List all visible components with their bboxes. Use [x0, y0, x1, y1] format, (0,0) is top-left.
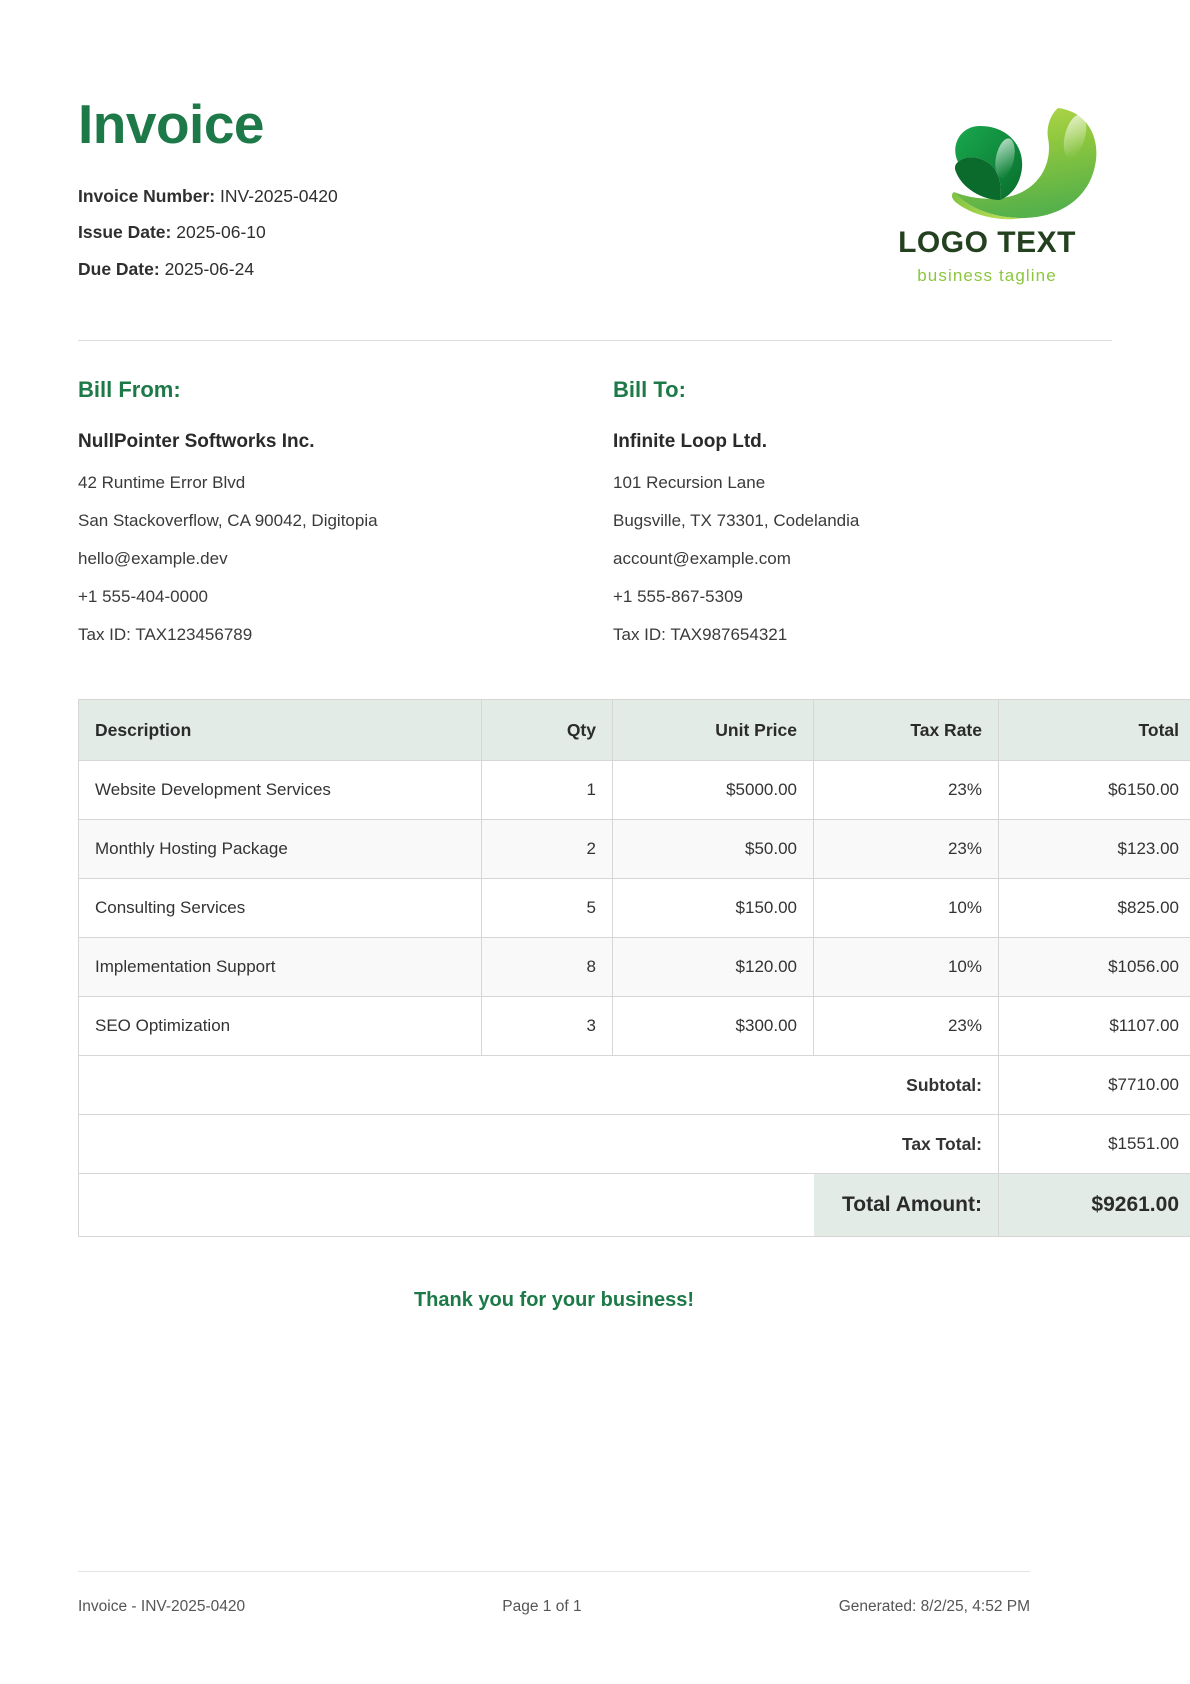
cell-description: SEO Optimization — [79, 997, 482, 1056]
cell-description: Monthly Hosting Package — [79, 820, 482, 879]
cell-unit-price: $5000.00 — [613, 761, 814, 820]
table-row — [79, 761, 1190, 820]
cell-unit-price: $50.00 — [613, 820, 814, 879]
tax-total-row — [79, 1115, 1190, 1174]
company-logo — [862, 92, 1112, 284]
invoice-number-row — [78, 185, 338, 206]
cell-total: $6150.00 — [999, 761, 1190, 820]
table-header — [79, 700, 1190, 761]
cell-unit-price: $120.00 — [613, 938, 814, 997]
cell-description: Implementation Support — [79, 938, 482, 997]
bill-to-tax-id: Tax ID: TAX987654321 — [613, 625, 788, 645]
table-row — [79, 820, 1190, 879]
cell-qty: 1 — [482, 761, 613, 820]
invoice-header — [78, 78, 1112, 297]
subtotal-row — [79, 1056, 1190, 1115]
issue-date-row — [78, 224, 338, 242]
bill-to-heading: Bill To: — [613, 377, 686, 403]
cell-qty: 5 — [482, 879, 613, 938]
subtotal-spacer — [79, 1056, 814, 1115]
bill-from-address-1: 42 Runtime Error Blvd — [78, 473, 246, 493]
due-date-value: 2025-06-24 — [164, 258, 255, 279]
grand-total-row — [79, 1174, 1190, 1237]
due-date-row — [78, 258, 338, 279]
cell-total: $825.00 — [999, 879, 1190, 938]
column-header-tax-rate: Tax Rate — [814, 700, 999, 761]
footer-invoice-id: Invoice - INV-2025-0420 — [78, 1598, 246, 1615]
bill-from-phone: +1 555-404-0000 — [78, 587, 208, 607]
issue-date-value: 2025-06-10 — [176, 222, 266, 243]
thank-you-message: Thank you for your business! — [413, 1289, 695, 1312]
bill-to-address-2: Bugsville, TX 73301, Codelandia — [613, 511, 860, 531]
column-header-description: Description — [79, 700, 482, 761]
table-row — [79, 997, 1190, 1056]
cell-qty: 8 — [482, 938, 613, 997]
bill-from-block — [78, 379, 595, 664]
parties-section — [78, 379, 1112, 664]
bill-to-email: account@example.com — [613, 549, 791, 569]
cell-tax-rate: 23% — [814, 997, 999, 1056]
column-header-qty: Qty — [482, 700, 613, 761]
cell-tax-rate: 23% — [814, 820, 999, 879]
tax-total-value: $1551.00 — [999, 1115, 1190, 1174]
due-date-label: Due Date: — [78, 258, 160, 279]
cell-tax-rate: 23% — [814, 761, 999, 820]
grand-total-label: Total Amount: — [814, 1174, 999, 1237]
header-divider — [78, 340, 1112, 341]
invoice-number-value: INV-2025-0420 — [220, 185, 338, 206]
table-row — [79, 938, 1190, 997]
column-header-total: Total — [999, 700, 1190, 761]
tax-total-spacer — [79, 1115, 814, 1174]
line-items-section — [78, 699, 1179, 1237]
bill-from-company: NullPointer Softworks Inc. — [78, 431, 315, 453]
cell-total: $123.00 — [999, 820, 1190, 879]
bill-from-tax-id: Tax ID: TAX123456789 — [78, 625, 253, 645]
cell-qty: 3 — [482, 997, 613, 1056]
cell-total: $1107.00 — [999, 997, 1190, 1056]
tax-total-label: Tax Total: — [814, 1115, 999, 1174]
footer-page-number: Page 1 of 1 — [502, 1598, 582, 1615]
invoice-header-info — [78, 92, 338, 297]
table-body — [79, 761, 1190, 1237]
issue-date-label: Issue Date: — [78, 222, 172, 243]
bill-to-phone: +1 555-867-5309 — [613, 587, 743, 607]
table-row — [79, 879, 1190, 938]
cell-unit-price: $150.00 — [613, 879, 814, 938]
cell-total: $1056.00 — [999, 938, 1190, 997]
logo-tagline: business tagline — [917, 266, 1057, 285]
grand-total-value: $9261.00 — [999, 1174, 1190, 1237]
cell-description: Consulting Services — [79, 879, 482, 938]
leaf-swoosh-logo-icon — [862, 96, 1112, 226]
bill-to-company: Infinite Loop Ltd. — [613, 431, 768, 453]
table-header-row — [79, 700, 1190, 761]
bill-to-address-1: 101 Recursion Lane — [613, 473, 766, 493]
bill-to-block — [595, 379, 1112, 664]
subtotal-value: $7710.00 — [999, 1056, 1190, 1115]
invoice-number-label: Invoice Number: — [78, 185, 216, 206]
bill-from-email: hello@example.dev — [78, 549, 228, 569]
cell-tax-rate: 10% — [814, 879, 999, 938]
page-footer — [78, 1571, 1030, 1616]
page-title: Invoice — [78, 93, 265, 155]
grand-total-spacer — [79, 1174, 814, 1237]
subtotal-label: Subtotal: — [814, 1056, 999, 1115]
bill-from-heading: Bill From: — [78, 377, 181, 403]
cell-tax-rate: 10% — [814, 938, 999, 997]
footer-generated-timestamp: Generated: 8/2/25, 4:52 PM — [838, 1598, 1030, 1615]
line-items-table — [78, 699, 1190, 1237]
bill-from-address-2: San Stackoverflow, CA 90042, Digitopia — [78, 511, 378, 531]
cell-unit-price: $300.00 — [613, 997, 814, 1056]
column-header-unit-price: Unit Price — [613, 700, 814, 761]
logo-text: LOGO TEXT — [898, 226, 1076, 259]
cell-description: Website Development Services — [79, 761, 482, 820]
cell-qty: 2 — [482, 820, 613, 879]
